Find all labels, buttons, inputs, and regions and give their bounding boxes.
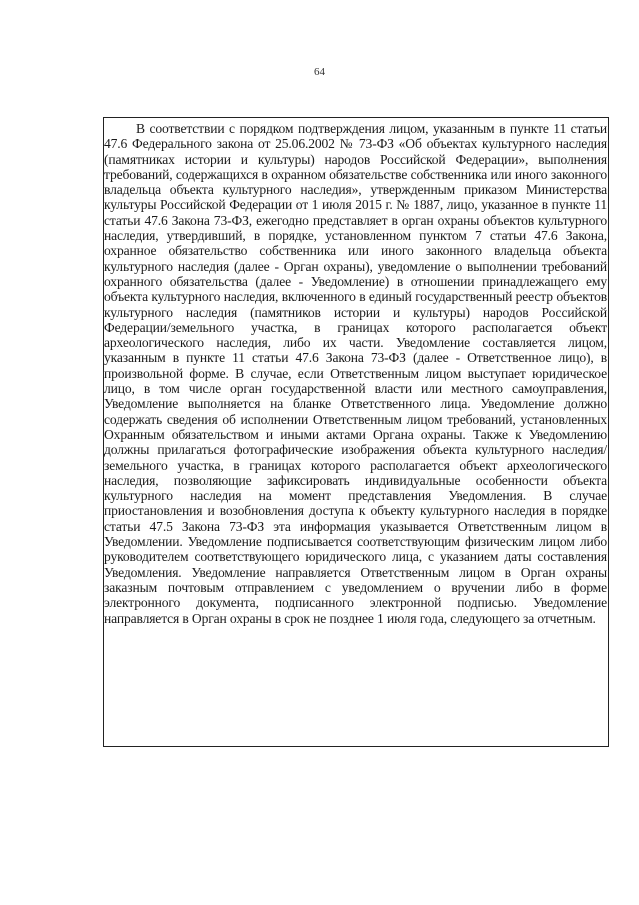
text-frame — [103, 117, 609, 747]
page-number: 64 — [314, 66, 325, 78]
body-paragraph: В соответствии с порядком подтверждения лицом, указанным в пункте 11 статьи 47.6 Федерального закона от 25.06.2002 № 73-ФЗ «Об объектах культурного наследия (памятниках истории и культуры) народов Российской Федерации», выполнения требований, содержащихся в охранном обязательстве собственника или иного законного владельца объекта культурного наследия», утвержденным приказом Министерства культуры Российской Федерации от 1 июля 2015 г. № 1887, лицо, указанное в пункте 11 статьи 47.6 Закона 73-ФЗ, ежегодно представляет в орган охраны объектов культурного наследия, утвердивший, в порядке, установленном пунктом 7 статьи 47.6 Закона, охранное обязательство собственника или иного законного владельца объекта культурного наследия (далее - Орган охраны), уведомление о выполнении требований охранного обязательства (далее - Уведомление) в отношении принадлежащего ему объекта культурного наследия, включенного в единый государственный реестр объектов культурного наследия (памятников истории и культуры) народов Российской Федерации/земельного участка, в границах которого располагается объект археологического наследия, либо их части. Уведомление составляется лицом, указанным в пункте 11 статьи 47.6 Закона 73-ФЗ (далее - Ответственное лицо), в произвольной форме. В случае, если Ответственным лицом выступает юридическое лицо, в том числе орган государственной власти или местного самоуправления, Уведомление выполняется на бланке Ответственного лица. Уведомление должно содержать сведения об исполнении Ответственным лицом требований, установленных Охранным обязательством и иными актами Органа охраны. Также к Уведомлению должны прилагаться фотографические изображения объекта культурного наследия/земельного участка, в границах которого располагается объект археологического наследия, позволяющие зафиксировать индивидуальные особенности объекта культурного наследия на момент представления Уведомления. В случае приостановления и возобновления доступа к объекту культурного наследия в порядке статьи 47.5 Закона 73-ФЗ эта информация указывается Ответственным лицом в Уведомлении. Уведомление подписывается соответствующим физическим лицом либо руководителем соответствующего юридического лица, с указанием даты составления Уведомления. Уведомление направляется Ответственным лицом в Орган охраны заказным почтовым отправлением с уведомлением о вручении либо в форме электронного документа, подписанного электронной подписью. Уведомление направляется в Орган охраны в срок не позднее 1 июля года, следующего за отчетным. — [104, 121, 607, 626]
